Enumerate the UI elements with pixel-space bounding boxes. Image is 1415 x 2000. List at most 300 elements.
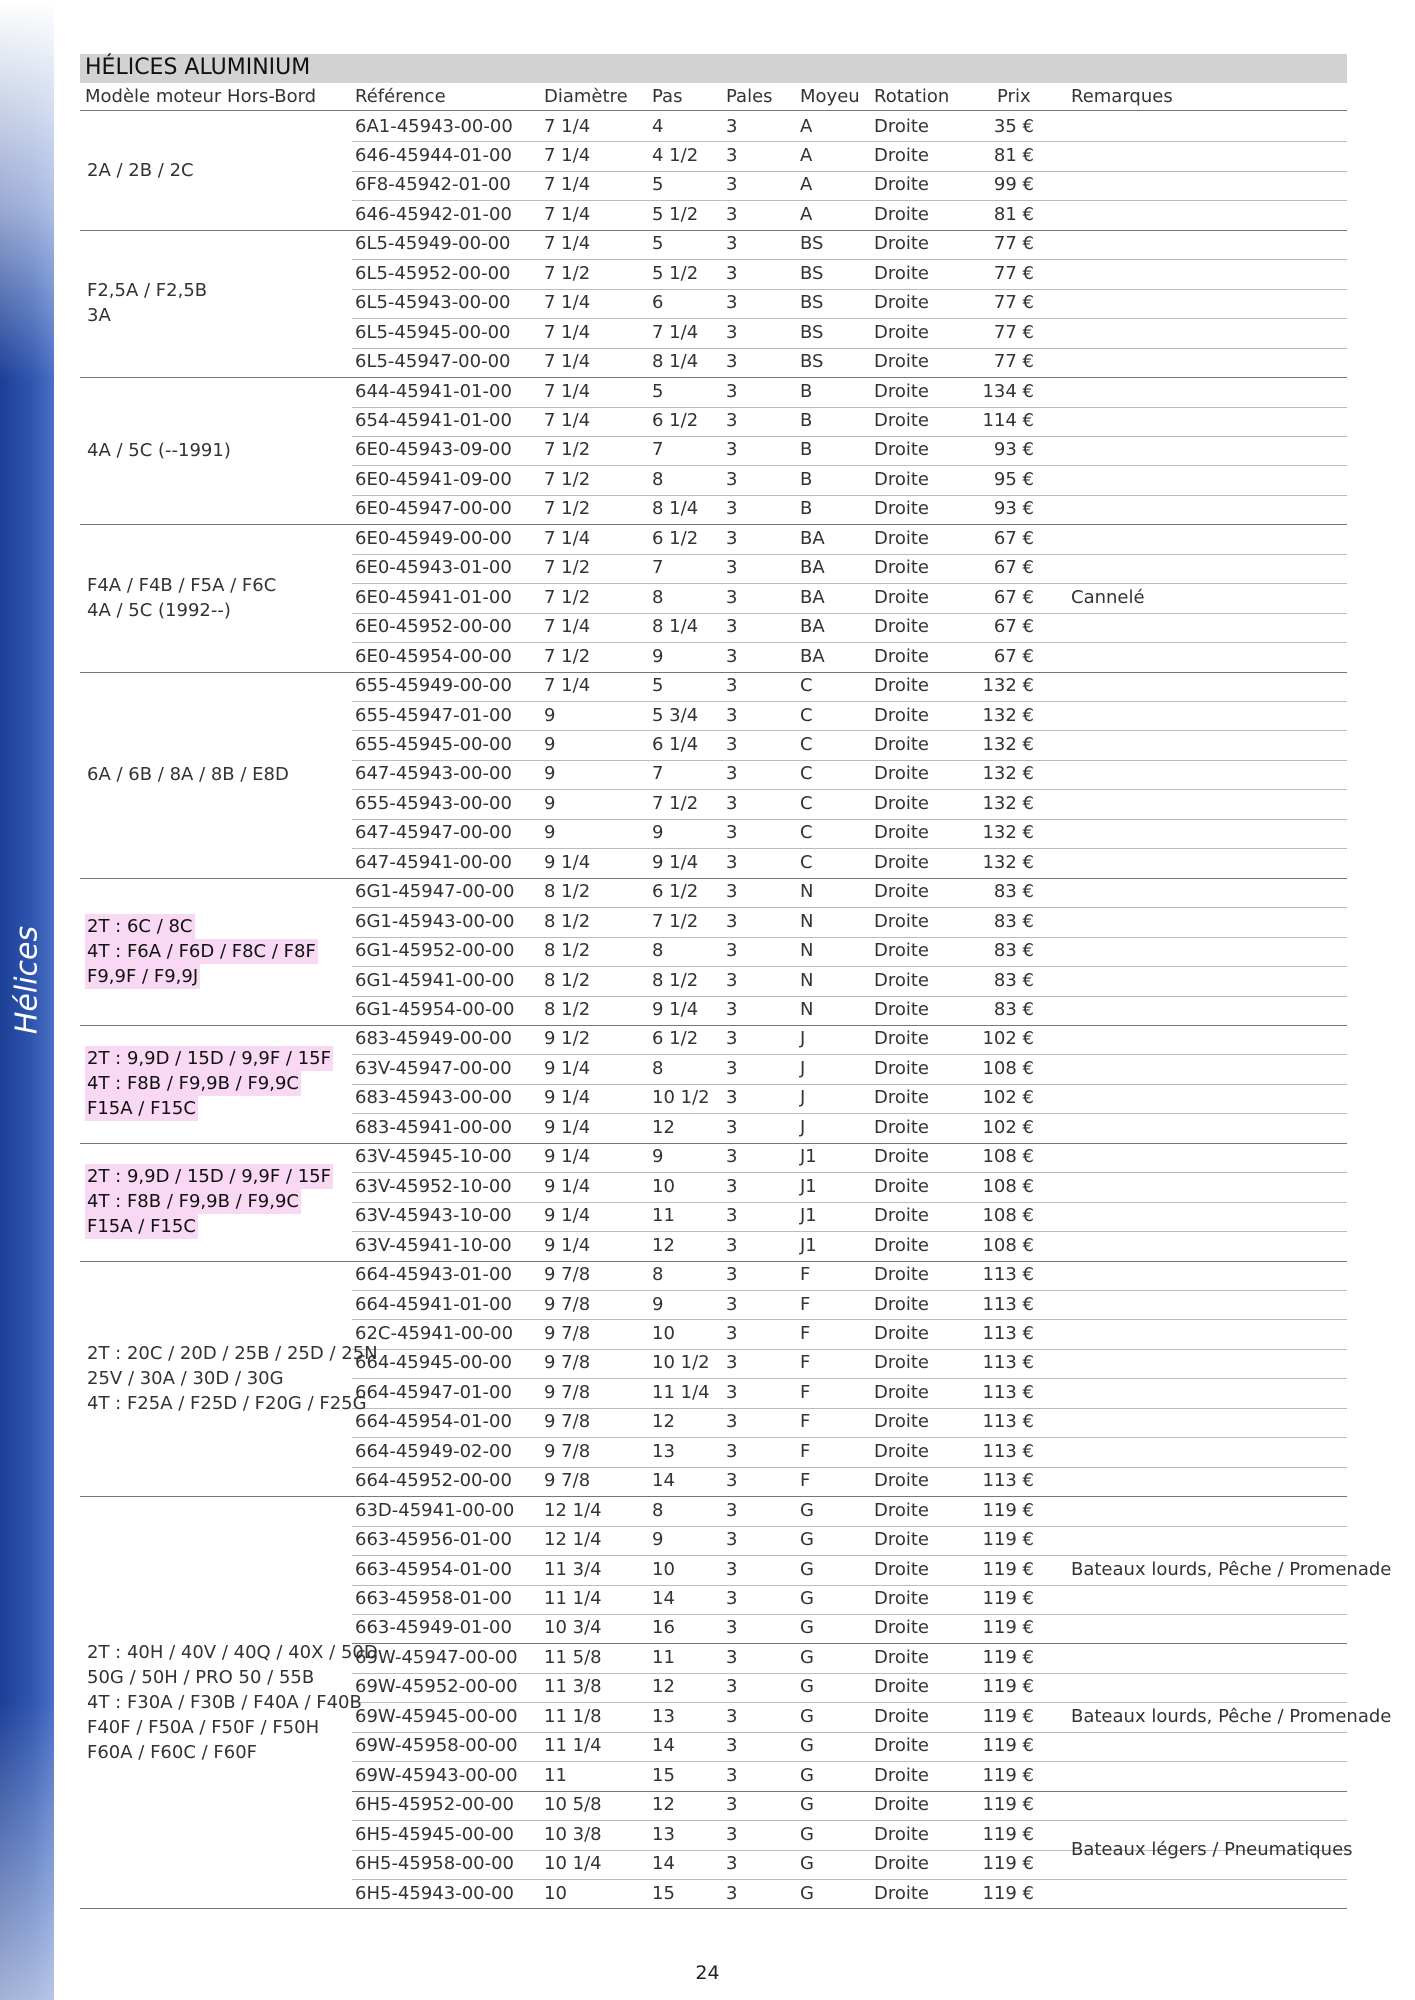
cell-price: 102 € <box>982 1087 1034 1109</box>
cell-hub: G <box>800 1499 814 1521</box>
cell-hub: BA <box>800 527 825 549</box>
row-divider <box>352 819 1347 820</box>
group-divider <box>80 524 1347 525</box>
cell-price: 67 € <box>993 616 1034 638</box>
cell-pitch: 14 <box>652 1853 675 1875</box>
cell-reference: 6L5-45952-00-00 <box>355 262 511 284</box>
cell-hub: C <box>800 733 813 755</box>
cell-blades: 3 <box>726 851 738 873</box>
cell-price: 132 € <box>982 733 1034 755</box>
cell-rotation: Droite <box>874 792 930 814</box>
cell-pitch: 8 <box>652 586 664 608</box>
cell-diameter: 9 1/4 <box>544 1116 591 1138</box>
row-divider <box>352 848 1347 849</box>
cell-reference: 6E0-45947-00-00 <box>355 498 512 520</box>
cell-rotation: Droite <box>874 1705 930 1727</box>
cell-reference: 664-45947-01-00 <box>355 1381 512 1403</box>
cell-reference: 6G1-45943-00-00 <box>355 910 515 932</box>
cell-reference: 69W-45945-00-00 <box>355 1705 518 1727</box>
cell-hub: B <box>800 439 813 461</box>
cell-hub: G <box>800 1823 814 1845</box>
cell-diameter: 7 1/4 <box>544 321 591 343</box>
cell-rotation: Droite <box>874 439 930 461</box>
cell-diameter: 11 3/4 <box>544 1558 602 1580</box>
cell-diameter: 9 1/4 <box>544 1057 591 1079</box>
cell-rotation: Droite <box>874 1146 930 1168</box>
cell-diameter: 7 1/2 <box>544 586 591 608</box>
cell-price: 108 € <box>982 1234 1034 1256</box>
row-divider <box>352 1761 1347 1762</box>
cell-rotation: Droite <box>874 1087 930 1109</box>
cell-blades: 3 <box>726 1234 738 1256</box>
row-divider <box>352 789 1347 790</box>
cell-blades: 3 <box>726 1558 738 1580</box>
cell-reference: 6A1-45943-00-00 <box>355 115 513 137</box>
model-label-line: F40F / F50A / F50F / F50H <box>87 1716 320 1738</box>
cell-blades: 3 <box>726 1116 738 1138</box>
model-label-line: F15A / F15C <box>87 1098 196 1120</box>
cell-reference: 655-45943-00-00 <box>355 792 512 814</box>
model-label-line: 50G / 50H / PRO 50 / 55B <box>87 1666 315 1688</box>
model-group-label <box>85 1640 380 1765</box>
cell-price: 102 € <box>982 1028 1034 1050</box>
cell-price: 83 € <box>993 910 1034 932</box>
model-label-line: 4T : F8B / F9,9B / F9,9C <box>87 1191 300 1213</box>
cell-pitch: 16 <box>652 1617 675 1639</box>
cell-diameter: 11 1/8 <box>544 1705 602 1727</box>
cell-rotation: Droite <box>874 1882 930 1904</box>
cell-reference: 69W-45947-00-00 <box>355 1646 518 1668</box>
cell-pitch: 12 <box>652 1116 675 1138</box>
cell-price: 132 € <box>982 675 1034 697</box>
cell-hub: N <box>800 999 814 1020</box>
cell-diameter: 9 7/8 <box>544 1322 591 1344</box>
cell-rotation: Droite <box>874 468 930 490</box>
cell-blades: 3 <box>726 616 738 638</box>
model-label-line: F15A / F15C <box>87 1216 196 1238</box>
cell-rotation: Droite <box>874 645 930 667</box>
cell-reference: 6E0-45954-00-00 <box>355 645 512 667</box>
cell-pitch: 6 1/2 <box>652 1028 699 1050</box>
cell-diameter: 9 <box>544 763 556 785</box>
cell-reference: 647-45943-00-00 <box>355 763 512 785</box>
cell-blades: 3 <box>726 1764 738 1786</box>
cell-hub: BA <box>800 645 825 667</box>
cell-rotation: Droite <box>874 675 930 697</box>
cell-reference: 647-45941-00-00 <box>355 851 512 873</box>
cell-blades: 3 <box>726 881 738 903</box>
cell-price: 83 € <box>993 999 1034 1020</box>
cell-pitch: 7 1/4 <box>652 321 699 343</box>
cell-price: 119 € <box>982 1705 1034 1727</box>
cell-blades: 3 <box>726 527 738 549</box>
row-divider <box>352 1879 1347 1880</box>
cell-reference: 655-45947-01-00 <box>355 704 512 726</box>
cell-blades: 3 <box>726 704 738 726</box>
cell-pitch: 9 <box>652 822 664 844</box>
model-label-line: 2T : 9,9D / 15D / 9,9F / 15F <box>87 1048 331 1070</box>
row-divider <box>352 1202 1347 1203</box>
col-header-price: Prix <box>997 86 1031 107</box>
cell-reference: 664-45949-02-00 <box>355 1440 512 1462</box>
row-divider <box>352 937 1347 938</box>
cell-diameter: 9 <box>544 822 556 844</box>
col-header-rotation: Rotation <box>874 86 950 107</box>
cell-blades: 3 <box>726 733 738 755</box>
cell-pitch: 7 <box>652 439 664 461</box>
cell-blades: 3 <box>726 1175 738 1197</box>
cell-rotation: Droite <box>874 1028 930 1050</box>
cell-blades: 3 <box>726 115 738 137</box>
cell-hub: A <box>800 203 813 225</box>
cell-hub: G <box>800 1617 814 1639</box>
cell-rotation: Droite <box>874 321 930 343</box>
cell-price: 119 € <box>982 1676 1034 1698</box>
cell-pitch: 10 <box>652 1558 675 1580</box>
cell-price: 113 € <box>982 1264 1034 1286</box>
cell-reference: 664-45952-00-00 <box>355 1470 512 1492</box>
remark-text: Bateaux lourds, Pêche / Promenade <box>1071 1558 1392 1580</box>
cell-price: 81 € <box>993 144 1034 166</box>
cell-rotation: Droite <box>874 1234 930 1256</box>
cell-rotation: Droite <box>874 410 930 431</box>
cell-blades: 3 <box>726 763 738 785</box>
cell-pitch: 10 1/2 <box>652 1352 710 1374</box>
cell-price: 119 € <box>982 1794 1034 1816</box>
cell-rotation: Droite <box>874 1735 930 1757</box>
cell-reference: 6E0-45941-09-00 <box>355 468 512 490</box>
cell-blades: 3 <box>726 822 738 844</box>
sidebar-fade-bottom <box>0 1700 54 2000</box>
cell-diameter: 7 1/4 <box>544 675 591 697</box>
cell-price: 119 € <box>982 1558 1034 1580</box>
cell-hub: F <box>800 1264 811 1286</box>
cell-price: 132 € <box>982 822 1034 844</box>
row-divider <box>352 171 1347 172</box>
row-divider <box>352 200 1347 201</box>
cell-hub: G <box>800 1794 814 1816</box>
cell-reference: 6H5-45952-00-00 <box>355 1794 514 1816</box>
cell-rotation: Droite <box>874 999 930 1020</box>
cell-diameter: 11 3/8 <box>544 1676 602 1698</box>
cell-price: 113 € <box>982 1293 1034 1315</box>
model-label-line: 4A / 5C (--1991) <box>87 440 231 462</box>
cell-price: 113 € <box>982 1381 1034 1403</box>
cell-blades: 3 <box>726 292 738 314</box>
cell-pitch: 5 1/2 <box>652 262 699 284</box>
cell-blades: 3 <box>726 1853 738 1875</box>
cell-price: 83 € <box>993 940 1034 962</box>
cell-diameter: 11 5/8 <box>544 1646 602 1668</box>
model-label-line: 2T : 9,9D / 15D / 9,9F / 15F <box>87 1166 331 1188</box>
cell-pitch: 11 <box>652 1646 675 1668</box>
row-divider <box>352 259 1347 260</box>
cell-blades: 3 <box>726 1057 738 1079</box>
cell-blades: 3 <box>726 410 738 431</box>
row-divider <box>352 1702 1347 1703</box>
cell-diameter: 7 1/2 <box>544 439 591 461</box>
row-divider <box>352 436 1347 437</box>
cell-rotation: Droite <box>874 557 930 579</box>
cell-diameter: 9 7/8 <box>544 1293 591 1315</box>
row-divider <box>352 583 1347 584</box>
cell-pitch: 12 <box>652 1234 675 1256</box>
cell-pitch: 5 <box>652 380 664 402</box>
row-divider <box>352 1467 1347 1468</box>
cell-hub: C <box>800 763 813 785</box>
model-label-line: 2A / 2B / 2C <box>87 160 194 182</box>
cell-diameter: 7 1/4 <box>544 351 591 373</box>
cell-blades: 3 <box>726 999 738 1020</box>
cell-rotation: Droite <box>874 969 930 991</box>
cell-diameter: 8 1/2 <box>544 969 591 991</box>
cell-rotation: Droite <box>874 262 930 284</box>
cell-pitch: 4 <box>652 115 664 137</box>
group-divider <box>80 1143 1347 1144</box>
cell-pitch: 9 1/4 <box>652 999 699 1020</box>
cell-pitch: 8 <box>652 940 664 962</box>
cell-price: 119 € <box>982 1764 1034 1786</box>
cell-price: 119 € <box>982 1823 1034 1845</box>
cell-reference: 655-45945-00-00 <box>355 733 512 755</box>
cell-blades: 3 <box>726 645 738 667</box>
cell-hub: G <box>800 1705 814 1727</box>
cell-pitch: 7 1/2 <box>652 910 699 932</box>
cell-diameter: 8 1/2 <box>544 881 591 903</box>
row-divider <box>352 1319 1347 1320</box>
row-divider <box>352 1437 1347 1438</box>
row-divider <box>352 495 1347 496</box>
group-divider <box>80 1261 1347 1262</box>
cell-pitch: 6 1/2 <box>652 527 699 549</box>
cell-reference: 63V-45941-10-00 <box>355 1234 512 1256</box>
cell-diameter: 8 1/2 <box>544 940 591 962</box>
cell-blades: 3 <box>726 1499 738 1521</box>
cell-hub: J <box>800 1028 806 1050</box>
cell-price: 81 € <box>993 203 1034 225</box>
cell-price: 132 € <box>982 792 1034 814</box>
cell-price: 114 € <box>982 410 1034 431</box>
cell-reference: 6G1-45941-00-00 <box>355 969 515 991</box>
cell-reference: 63V-45947-00-00 <box>355 1057 512 1079</box>
model-group-label <box>85 1046 333 1121</box>
cell-pitch: 13 <box>652 1823 675 1845</box>
cell-price: 113 € <box>982 1411 1034 1433</box>
cell-blades: 3 <box>726 1293 738 1315</box>
cell-pitch: 6 1/2 <box>652 410 699 431</box>
cell-price: 67 € <box>993 645 1034 667</box>
row-divider <box>352 907 1347 908</box>
cell-diameter: 9 7/8 <box>544 1440 591 1462</box>
cell-diameter: 7 1/4 <box>544 203 591 225</box>
cell-reference: 664-45954-01-00 <box>355 1411 512 1433</box>
cell-reference: 646-45944-01-00 <box>355 144 512 166</box>
cell-blades: 3 <box>726 1146 738 1168</box>
cell-pitch: 5 <box>652 233 664 255</box>
col-header-pitch: Pas <box>652 86 683 107</box>
cell-hub: F <box>800 1352 811 1374</box>
remark-text: Bateaux légers / Pneumatiques <box>1071 1838 1353 1860</box>
cell-blades: 3 <box>726 380 738 402</box>
cell-hub: N <box>800 910 814 932</box>
cell-pitch: 14 <box>652 1470 675 1492</box>
cell-diameter: 10 5/8 <box>544 1794 602 1816</box>
cell-reference: 6H5-45958-00-00 <box>355 1853 514 1875</box>
row-divider <box>352 289 1347 290</box>
cell-price: 77 € <box>993 262 1034 284</box>
row-divider <box>352 1054 1347 1055</box>
cell-rotation: Droite <box>874 1293 930 1315</box>
cell-price: 132 € <box>982 851 1034 873</box>
row-divider <box>352 348 1347 349</box>
cell-hub: G <box>800 1558 814 1580</box>
cell-hub: F <box>800 1411 811 1433</box>
cell-reference: 6F8-45942-01-00 <box>355 174 511 196</box>
model-label-line: F9,9F / F9,9J <box>87 965 199 987</box>
cell-hub: N <box>800 940 814 962</box>
cell-price: 35 € <box>993 115 1034 137</box>
cell-pitch: 7 1/2 <box>652 792 699 814</box>
model-label-line: 2T : 40H / 40V / 40Q / 40X / 50D <box>87 1641 378 1663</box>
cell-blades: 3 <box>726 1028 738 1050</box>
cell-diameter: 10 1/4 <box>544 1853 602 1875</box>
cell-pitch: 9 <box>652 1293 664 1315</box>
cell-pitch: 5 <box>652 675 664 697</box>
cell-rotation: Droite <box>874 851 930 873</box>
cell-price: 113 € <box>982 1322 1034 1344</box>
cell-pitch: 8 <box>652 1499 664 1521</box>
model-label-line: F4A / F4B / F5A / F6C <box>87 574 277 596</box>
cell-rotation: Droite <box>874 203 930 225</box>
cell-reference: 6L5-45947-00-00 <box>355 351 511 373</box>
cell-price: 77 € <box>993 233 1034 255</box>
cell-reference: 62C-45941-00-00 <box>355 1322 514 1344</box>
cell-diameter: 9 1/4 <box>544 1175 591 1197</box>
cell-blades: 3 <box>726 940 738 962</box>
cell-pitch: 8 1/4 <box>652 351 699 373</box>
cell-diameter: 9 <box>544 704 556 726</box>
cell-blades: 3 <box>726 1381 738 1403</box>
cell-rotation: Droite <box>874 910 930 932</box>
cell-blades: 3 <box>726 910 738 932</box>
model-group-label <box>85 158 196 183</box>
cell-pitch: 12 <box>652 1676 675 1698</box>
cell-rotation: Droite <box>874 704 930 726</box>
cell-pitch: 11 1/4 <box>652 1381 710 1403</box>
cell-rotation: Droite <box>874 351 930 373</box>
cell-diameter: 10 3/4 <box>544 1617 602 1639</box>
cell-hub: F <box>800 1293 811 1315</box>
cell-reference: 664-45945-00-00 <box>355 1352 512 1374</box>
cell-rotation: Droite <box>874 1823 930 1845</box>
cell-price: 67 € <box>993 586 1034 608</box>
cell-reference: 6L5-45945-00-00 <box>355 321 511 343</box>
cell-reference: 663-45949-01-00 <box>355 1617 512 1639</box>
cell-price: 67 € <box>993 527 1034 549</box>
cell-blades: 3 <box>726 233 738 255</box>
cell-pitch: 11 <box>652 1205 675 1227</box>
cell-diameter: 7 1/4 <box>544 616 591 638</box>
cell-price: 119 € <box>982 1499 1034 1521</box>
cell-hub: B <box>800 380 813 402</box>
cell-diameter: 9 1/4 <box>544 1205 591 1227</box>
cell-diameter: 7 1/4 <box>544 115 591 137</box>
cell-reference: 664-45943-01-00 <box>355 1264 512 1286</box>
cell-price: 93 € <box>993 498 1034 520</box>
cell-reference: 63D-45941-00-00 <box>355 1499 515 1521</box>
row-divider <box>352 730 1347 731</box>
cell-hub: A <box>800 144 813 166</box>
cell-blades: 3 <box>726 144 738 166</box>
cell-price: 77 € <box>993 351 1034 373</box>
col-header-hub: Moyeu <box>800 86 860 107</box>
cell-rotation: Droite <box>874 1175 930 1197</box>
cell-hub: F <box>800 1470 811 1492</box>
cell-diameter: 7 1/4 <box>544 144 591 166</box>
cell-hub: J <box>800 1116 806 1138</box>
cell-price: 108 € <box>982 1146 1034 1168</box>
row-divider <box>352 1585 1347 1586</box>
cell-rotation: Droite <box>874 527 930 549</box>
cell-rotation: Droite <box>874 1558 930 1580</box>
cell-reference: 683-45943-00-00 <box>355 1087 512 1109</box>
cell-diameter: 12 1/4 <box>544 1529 602 1551</box>
model-label-line: F60A / F60C / F60F <box>87 1741 258 1763</box>
cell-hub: BA <box>800 557 825 579</box>
cell-pitch: 7 <box>652 763 664 785</box>
cell-blades: 3 <box>726 351 738 373</box>
cell-price: 119 € <box>982 1588 1034 1609</box>
cell-diameter: 7 1/4 <box>544 174 591 196</box>
cell-hub: J1 <box>800 1146 817 1168</box>
cell-blades: 3 <box>726 1529 738 1551</box>
cell-pitch: 12 <box>652 1411 675 1433</box>
cell-rotation: Droite <box>874 1646 930 1668</box>
cell-rotation: Droite <box>874 940 930 962</box>
model-label-line: F2,5A / F2,5B <box>87 280 208 302</box>
cell-rotation: Droite <box>874 1499 930 1521</box>
cell-blades: 3 <box>726 586 738 608</box>
cell-pitch: 9 <box>652 1146 664 1168</box>
cell-rotation: Droite <box>874 380 930 402</box>
cell-reference: 663-45958-01-00 <box>355 1588 512 1609</box>
cell-hub: B <box>800 498 813 520</box>
cell-hub: C <box>800 704 813 726</box>
cell-price: 134 € <box>982 380 1034 402</box>
cell-price: 119 € <box>982 1735 1034 1757</box>
model-label-line: 4A / 5C (1992--) <box>87 599 231 621</box>
cell-blades: 3 <box>726 1352 738 1374</box>
cell-reference: 644-45941-01-00 <box>355 380 512 402</box>
cell-reference: 663-45956-01-00 <box>355 1529 512 1551</box>
cell-price: 113 € <box>982 1470 1034 1492</box>
cell-rotation: Droite <box>874 1794 930 1816</box>
cell-diameter: 9 <box>544 733 556 755</box>
cell-pitch: 12 <box>652 1794 675 1816</box>
cell-rotation: Droite <box>874 1352 930 1374</box>
cell-reference: 6L5-45943-00-00 <box>355 292 511 314</box>
model-group-label <box>85 438 233 463</box>
cell-reference: 654-45941-01-00 <box>355 410 512 431</box>
cell-diameter: 9 1/4 <box>544 1146 591 1168</box>
cell-pitch: 9 1/4 <box>652 851 699 873</box>
cell-diameter: 7 1/2 <box>544 262 591 284</box>
cell-blades: 3 <box>726 1705 738 1727</box>
cell-price: 67 € <box>993 557 1034 579</box>
cell-reference: 6G1-45952-00-00 <box>355 940 515 962</box>
cell-reference: 63V-45943-10-00 <box>355 1205 512 1227</box>
model-label-line: 25V / 30A / 30D / 30G <box>87 1367 284 1389</box>
